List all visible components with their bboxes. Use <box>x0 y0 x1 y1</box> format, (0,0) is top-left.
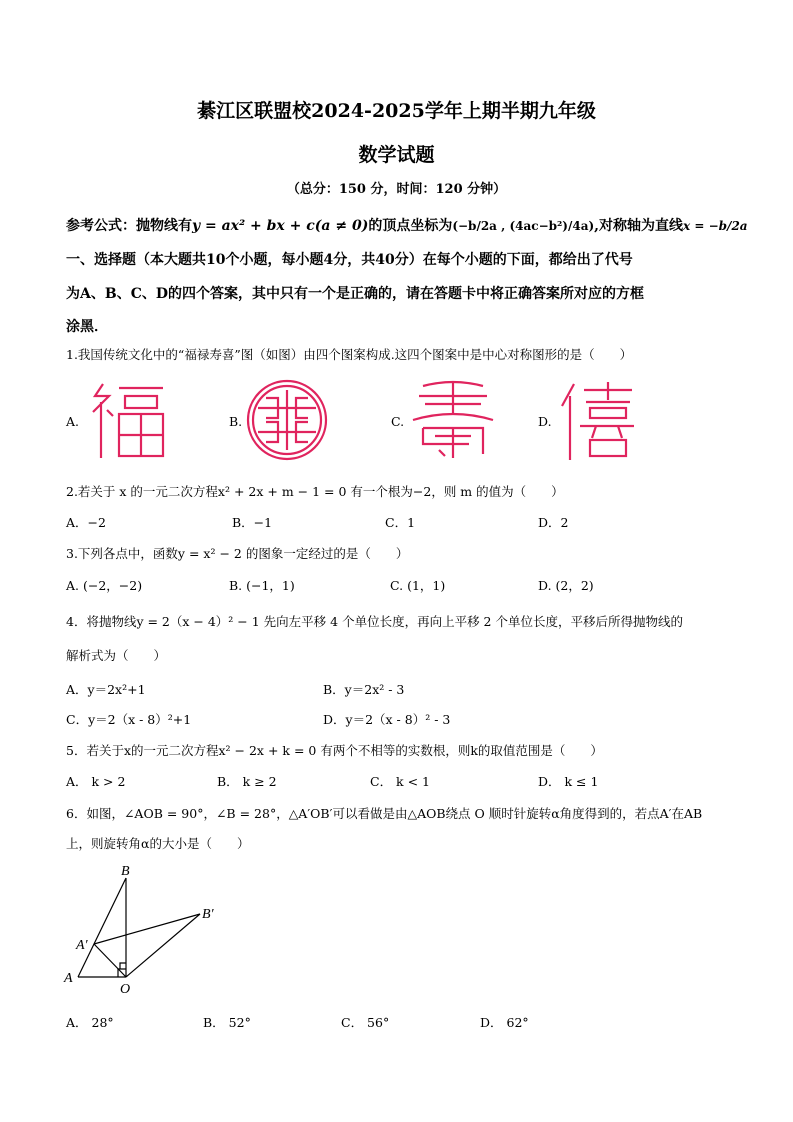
q6-option-d: D． 62° <box>480 1015 529 1030</box>
q6-option-a: A． 28° <box>66 1015 114 1030</box>
formula-prefix: 参考公式：抛物线有 <box>66 218 192 234</box>
q3-option-d: D. (2，2) <box>538 578 594 593</box>
fu-character-icon <box>85 380 170 460</box>
label-a-prime: A′ <box>76 938 88 953</box>
label-b: B <box>121 864 130 879</box>
q1-option-c: C. <box>391 414 405 429</box>
question-2-stem: 2.若关于 x 的一元二次方程x² + 2x + m − 1 = 0 有一个根为−2，则 m 的值为（ ） <box>66 484 564 499</box>
q3-option-b: B. (−1，1) <box>229 578 295 593</box>
q2-option-d: D．2 <box>538 515 569 530</box>
shou-character-icon <box>409 378 497 460</box>
q4-option-c: C．y＝2（x - 8）²+1 <box>66 712 192 727</box>
q6-option-c: C． 56° <box>341 1015 390 1030</box>
section-heading-line3: 涂黑． <box>66 319 108 335</box>
question-4-stem: 4．将抛物线y = 2（x − 4）² − 1 先向左平移 4 个单位长度，再向上平移 2 个单位长度，平移后所得抛物线的 <box>66 614 683 629</box>
q3-option-c: C. (1，1) <box>390 578 446 593</box>
section-heading-line1: 一、选择题（本大题共10个小题，每小题4分，共40分）在每个小题的下面，都给出了代号 <box>66 252 633 268</box>
label-a: A <box>64 971 73 986</box>
q6-option-b: B． 52° <box>203 1015 251 1030</box>
q1-option-a: A. <box>66 414 80 429</box>
formula-axis: x = −b/2a <box>683 219 748 233</box>
q4-option-b: B．y＝2x² - 3 <box>323 682 405 697</box>
paper-subject: 数学试题 <box>358 144 435 166</box>
q1-option-d: D. <box>538 414 552 429</box>
question-1-stem: 1.我国传统文化中的“福禄寿喜”图（如图）由四个图案构成.这四个图案中是中心对称图形的是（ ） <box>66 347 633 362</box>
question-5-stem: 5．若关于x的一元二次方程x² − 2x + k = 0 有两个不相等的实数根，则k的取值范围是（ ） <box>66 743 603 758</box>
label-o: O <box>120 982 131 997</box>
q5-option-a: A． k > 2 <box>66 774 126 789</box>
q4-option-d: D．y＝2（x - 8）² - 3 <box>323 712 451 727</box>
q5-option-d: D． k ≤ 1 <box>538 774 599 789</box>
question-6-stem-cont: 上，则旋转角α的大小是（ ） <box>66 836 250 851</box>
formula-expr: y = ax² + bx + c(a ≠ 0) <box>192 218 369 234</box>
xi-character-icon <box>556 380 636 462</box>
q2-option-a: A．−2 <box>66 515 106 530</box>
formula-vertex: (−b/2a , (4ac−b²)/4a) <box>452 219 595 233</box>
q3-option-a: A. (−2，−2) <box>66 578 143 593</box>
formula-vertex-label: 的顶点坐标为 <box>368 218 453 234</box>
rotation-figure <box>60 860 230 1000</box>
section-heading-line2: 为A、B、C、D的四个答案，其中只有一个是正确的，请在答题卡中将正确答案所对应的方框 <box>66 286 644 302</box>
question-6-stem: 6．如图，∠AOB = 90°，∠B = 28°，△A′OB′可以看做是由△AOB绕点 O 顺时针旋转α角度得到的，若点A′在AB <box>66 806 703 821</box>
formula-axis-label: ,对称轴为直线 <box>594 218 684 234</box>
paper-meta: （总分：150 分，时间：120 分钟） <box>286 182 507 197</box>
reference-formula <box>66 215 748 235</box>
q5-option-c: C． k < 1 <box>370 774 430 789</box>
q4-option-a: A．y＝2x²+1 <box>66 682 146 697</box>
q5-option-b: B． k ≥ 2 <box>217 774 277 789</box>
q2-option-c: C．1 <box>385 515 416 530</box>
q1-option-b: B. <box>229 414 243 429</box>
q2-option-b: B．−1 <box>232 515 273 530</box>
question-3-stem: 3.下列各点中，函数y = x² − 2 的图象一定经过的是（ ） <box>66 546 409 561</box>
question-4-stem-cont: 解析式为（ ） <box>66 648 167 663</box>
label-b-prime: B′ <box>202 907 214 922</box>
lu-character-icon <box>244 378 330 462</box>
paper-title: 綦江区联盟校2024-2025学年上期半期九年级 <box>197 100 596 122</box>
